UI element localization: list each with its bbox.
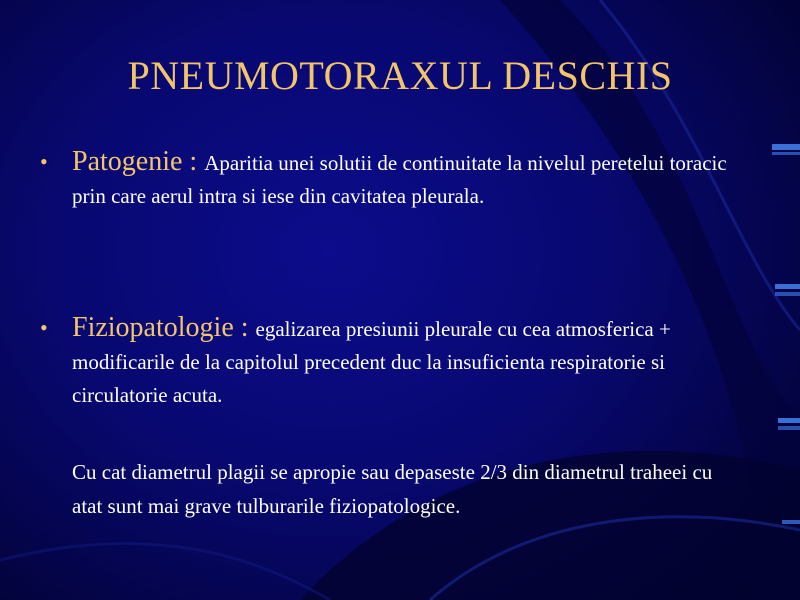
paragraph-diametru: Cu cat diametrul plagii se apropie sau depaseste 2/3 din diametrul traheei cu atat sunt mai grave tulburarile fiziopatologice.: [72, 460, 713, 518]
slide-title: PNEUMOTORAXUL DESCHIS: [127, 53, 673, 98]
bullet-text-fiziopatologie: egalizarea presiunii pleurale cu cea atmosferica + modificarile de la capitolul precedent duc la insuficienta respiratorie si circulatorie acuta.: [72, 317, 671, 407]
bullet-fiziopatologie: [40, 311, 730, 412]
bullet-marker: •: [40, 149, 48, 174]
bullet-lead-fiziopatologie: Fiziopatologie :: [72, 312, 256, 343]
bullet-text-patogenie: Aparitia unei solutii de continuitate la nivelul peretelui toracic prin care aerul intra si iese din cavitatea pleurala.: [72, 151, 727, 208]
bullet-lead-patogenie: Patogenie :: [72, 146, 205, 177]
bullet-patogenie: [40, 145, 730, 213]
bullet-marker: •: [40, 315, 48, 340]
